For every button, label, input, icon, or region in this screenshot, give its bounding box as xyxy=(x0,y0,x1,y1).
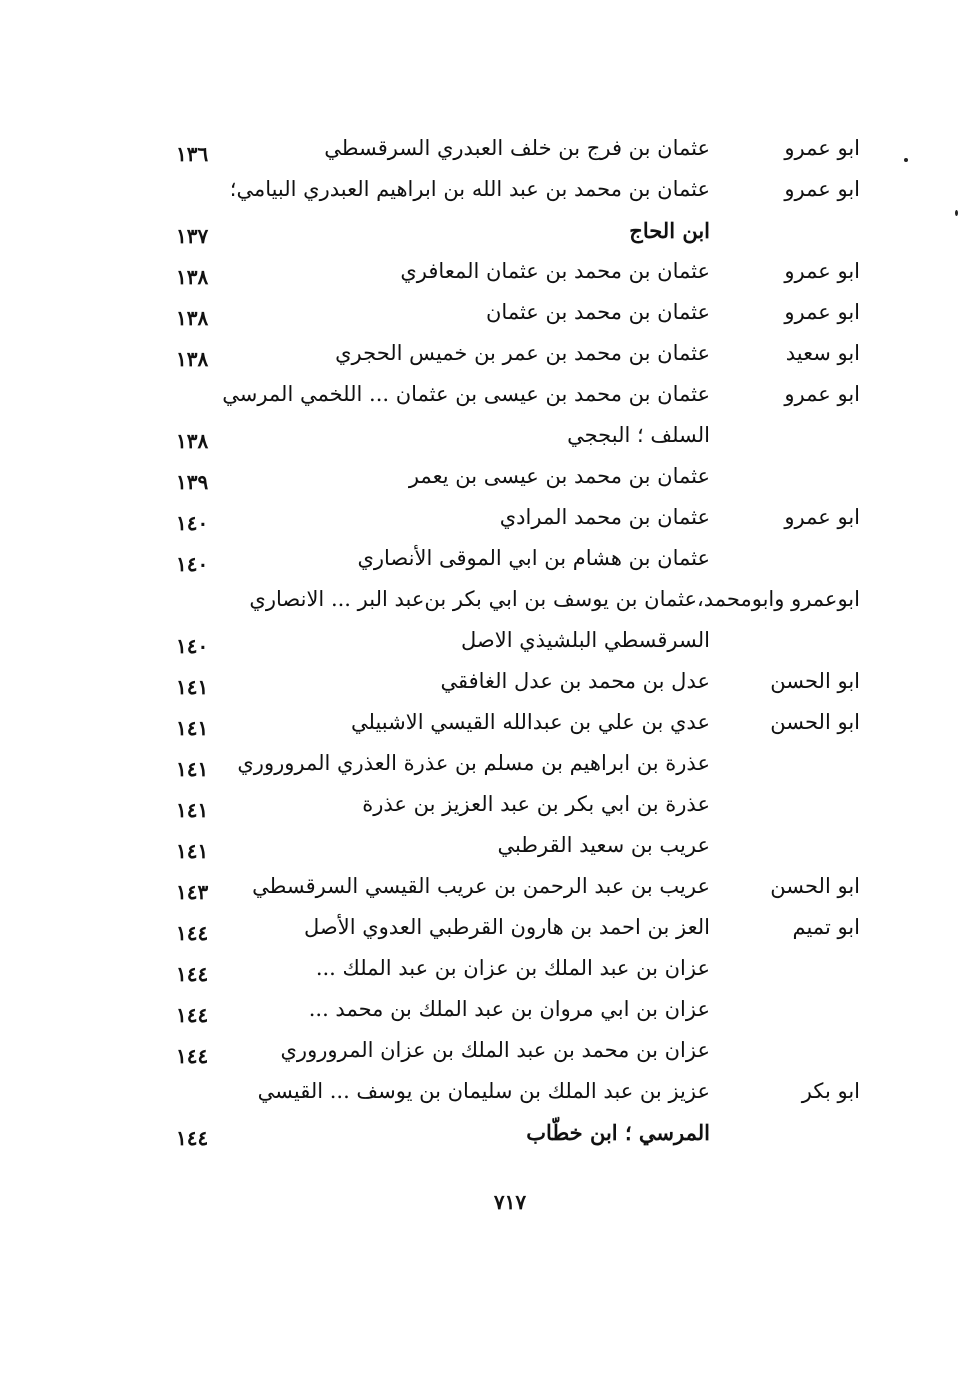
entry-page-number: ١٤٣ xyxy=(176,880,209,904)
entry-page-number: ١٤٤ xyxy=(176,1126,209,1150)
entry-name: عذرة بن ابي بكر بن عبد العزيز بن عذرة xyxy=(362,792,710,816)
entry-page-number: ١٣٨ xyxy=(176,347,209,371)
index-entry xyxy=(170,374,860,415)
page-folio-number: ٧١٧ xyxy=(493,1190,527,1214)
index-entry xyxy=(170,661,860,702)
entry-page-number: ١٣٨ xyxy=(176,306,209,330)
entry-kunya: ابو الحسن xyxy=(770,710,860,734)
entry-name: عثمان بن محمد بن عثمان المعافري xyxy=(400,259,710,283)
entry-name: عذرة بن ابراهيم بن مسلم بن عذرة العذري المروروري xyxy=(237,751,710,775)
index-entry xyxy=(170,251,860,292)
index-entry xyxy=(170,579,860,620)
index-entry xyxy=(170,825,860,866)
entry-page-number: ١٣٩ xyxy=(176,470,209,494)
entry-name: عدل بن محمد بن عدل الغافقي xyxy=(440,669,710,693)
entry-page-number: ١٤١ xyxy=(176,798,209,822)
entry-name: عزان بن عبد الملك بن عزان بن عبد الملك ... xyxy=(315,956,710,980)
index-entry xyxy=(170,907,860,948)
index-entry xyxy=(170,169,860,210)
entry-name: العز بن احمد بن هارون القرطبي العدوي الأصل xyxy=(303,915,710,939)
entry-page-number: ١٣٨ xyxy=(176,429,209,453)
entry-page-number: ١٤١ xyxy=(176,716,209,740)
entry-name: السلف ؛ البججي xyxy=(567,423,710,447)
entry-page-number: ١٤٠ xyxy=(176,634,209,658)
entry-page-number: ١٤٤ xyxy=(176,1003,209,1027)
index-entry xyxy=(170,456,860,497)
entry-name: ابن الحاج xyxy=(629,218,710,243)
entry-name: المرسي ؛ ابن خطّاب xyxy=(526,1120,710,1145)
entry-page-number: ١٤٤ xyxy=(176,962,209,986)
index-entry xyxy=(170,1112,860,1153)
entry-kunya: ابو سعيد xyxy=(785,341,860,365)
entry-name: عثمان بن محمد بن عمر بن خميس الحجري xyxy=(335,341,710,365)
index-entry xyxy=(170,743,860,784)
index-entry xyxy=(170,333,860,374)
entry-kunya: ابو عمرو xyxy=(784,177,860,201)
margin-speck xyxy=(955,210,958,216)
index-entry xyxy=(170,1030,860,1071)
entry-page-number: ١٤٠ xyxy=(176,552,209,576)
index-entry xyxy=(170,128,860,169)
entry-name: عثمان بن محمد المرادي xyxy=(499,505,710,529)
index-entry xyxy=(170,620,860,661)
entry-kunya: ابو عمرو xyxy=(784,505,860,529)
index-entry xyxy=(170,415,860,456)
entry-kunya: ابو الحسن xyxy=(770,874,860,898)
entry-name: عثمان بن فرج بن خلف العبدري السرقسطي xyxy=(324,136,710,160)
entry-name: عريب بن عبد الرحمن بن عريب القيسي السرقسطي xyxy=(252,874,710,898)
index-entry xyxy=(170,866,860,907)
entry-kunya: ابو عمرو xyxy=(784,136,860,160)
entry-page-number: ١٤٤ xyxy=(176,921,209,945)
index-entry xyxy=(170,784,860,825)
entry-kunya: ابو عمرو xyxy=(784,382,860,406)
entry-kunya: ابو عمرو xyxy=(784,259,860,283)
index-entries xyxy=(170,128,860,1153)
entry-page-number: ١٤٠ xyxy=(176,511,209,535)
entry-page-number: ١٤٤ xyxy=(176,1044,209,1068)
entry-name: عثمان بن محمد بن عثمان xyxy=(486,300,710,324)
entry-page-number: ١٤١ xyxy=(176,839,209,863)
entry-kunya: ابو عمرو xyxy=(784,300,860,324)
entry-page-number: ١٣٧ xyxy=(176,224,209,248)
index-entry xyxy=(170,1071,860,1112)
entry-name: السرقسطي البلشيذي الاصل xyxy=(460,628,710,652)
entry-page-number: ١٣٦ xyxy=(176,142,209,166)
entry-name: عثمان بن هشام بن ابي الموقى الأنصاري xyxy=(357,546,710,570)
entry-page-number: ١٤١ xyxy=(176,675,209,699)
index-entry xyxy=(170,702,860,743)
entry-kunya: ابو الحسن xyxy=(770,669,860,693)
margin-speck xyxy=(904,158,908,162)
entry-name: عزان بن محمد بن عبد الملك بن عزان المروروري xyxy=(280,1038,710,1062)
entry-name: عثمان بن محمد بن عيسى بن عثمان ... اللخمي المرسي xyxy=(222,382,710,406)
entry-kunya: ابو تميم xyxy=(792,915,860,939)
entry-kunya: ابو بكر xyxy=(801,1079,860,1103)
index-entry xyxy=(170,210,860,251)
index-entry xyxy=(170,292,860,333)
entry-name: عثمان بن محمد بن عيسى بن يعمر xyxy=(408,464,710,488)
entry-page-number: ١٣٨ xyxy=(176,265,209,289)
index-entry xyxy=(170,538,860,579)
entry-page-number: ١٤١ xyxy=(176,757,209,781)
entry-name: عثمان بن محمد بن عبد الله بن ابراهيم العبدري البيامي؛ xyxy=(229,177,710,201)
index-entry xyxy=(170,948,860,989)
entry-name: عدي بن علي بن عبدالله القيسي الاشبيلي xyxy=(351,710,710,734)
index-entry xyxy=(170,989,860,1030)
entry-name: عزان بن ابي مروان بن عبد الملك بن محمد ... xyxy=(308,997,710,1021)
entry-name: ابوعمرو وابومحمد،عثمان بن يوسف بن ابي بكر بن‌عبد البر ... الانصاري xyxy=(249,587,860,611)
index-entry xyxy=(170,497,860,538)
entry-name: عزيز بن عبد الملك بن سليمان بن يوسف ... القيسي xyxy=(257,1079,710,1103)
entry-name: عريب بن سعيد القرطبي xyxy=(497,833,710,857)
